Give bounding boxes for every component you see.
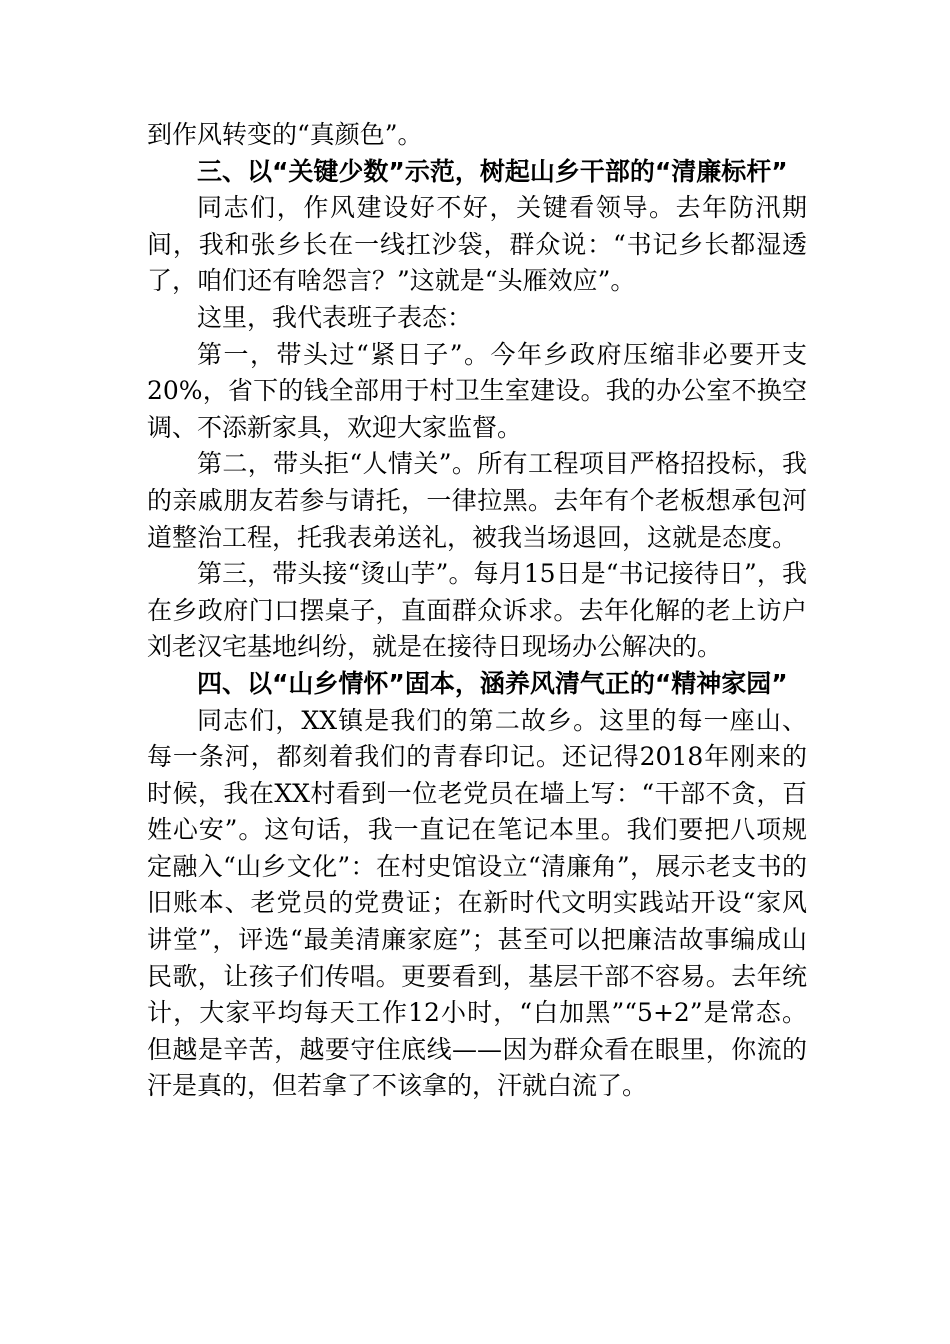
paragraph-continuation: 到作风转变的“真颜色”。 bbox=[147, 120, 423, 149]
paragraph-leadership: 同志们，作风建设好不好，关键看领导。去年防汛期间，我和张乡长在一线扛沙袋，群众说：“书记乡长都湿透了，咱们还有啥怨言？”这就是“头雁效应”。 bbox=[147, 193, 807, 296]
document-page bbox=[147, 117, 807, 1105]
paragraph-pledge-intro: 这里，我代表班子表态： bbox=[197, 302, 473, 332]
paragraph-pledge-first: 第一，带头过“紧日子”。今年乡政府压缩非必要开支20%，省下的钱全部用于村卫生室建设。我的办公室不换空调、不添新家具，欢迎大家监督。 bbox=[147, 339, 807, 442]
section-heading-4: 四、以“山乡情怀”固本，涵养风清气正的“精神家园” bbox=[197, 668, 788, 698]
paragraph-pledge-second: 第二，带头拒“人情关”。所有工程项目严格招投标，我的亲戚朋友若参与请托，一律拉黑。去年有个老板想承包河道整治工程，托我表弟送礼，被我当场退回，这就是态度。 bbox=[147, 449, 807, 552]
paragraph-pledge-third: 第三，带头接“烫山芋”。每月15日是“书记接待日”，我在乡政府门口摆桌子，直面群众诉求。去年化解的老上访户刘老汉宅基地纠纷，就是在接待日现场办公解决的。 bbox=[147, 559, 807, 662]
section-heading-3: 三、以“关键少数”示范，树起山乡干部的“清廉标杆” bbox=[197, 156, 788, 186]
paragraph-hometown: 同志们，XX镇是我们的第二故乡。这里的每一座山、每一条河，都刻着我们的青春印记。还记得2018年刚来的时候，我在XX村看到一位老党员在墙上写：“干部不贪，百姓心安”。这句话，我一直记在笔记本里。我们要把八项规定融入“山乡文化”：在村史馆设立“清廉角”，展示老支书的旧账本、老党员的党费证；在新时代文明实践站开设“家风讲堂”，评选“最美清廉家庭”；甚至可以把廉洁故事编成山民歌，让孩子们传唱。更要看到，基层干部不容易。去年统计，大家平均每天工作12小时，“白加黑”“5+2”是常态。但越是辛苦，越要守住底线——因为群众看在眼里，你流的汗是真的，但若拿了不该拿的，汗就白流了。 bbox=[147, 705, 807, 1101]
